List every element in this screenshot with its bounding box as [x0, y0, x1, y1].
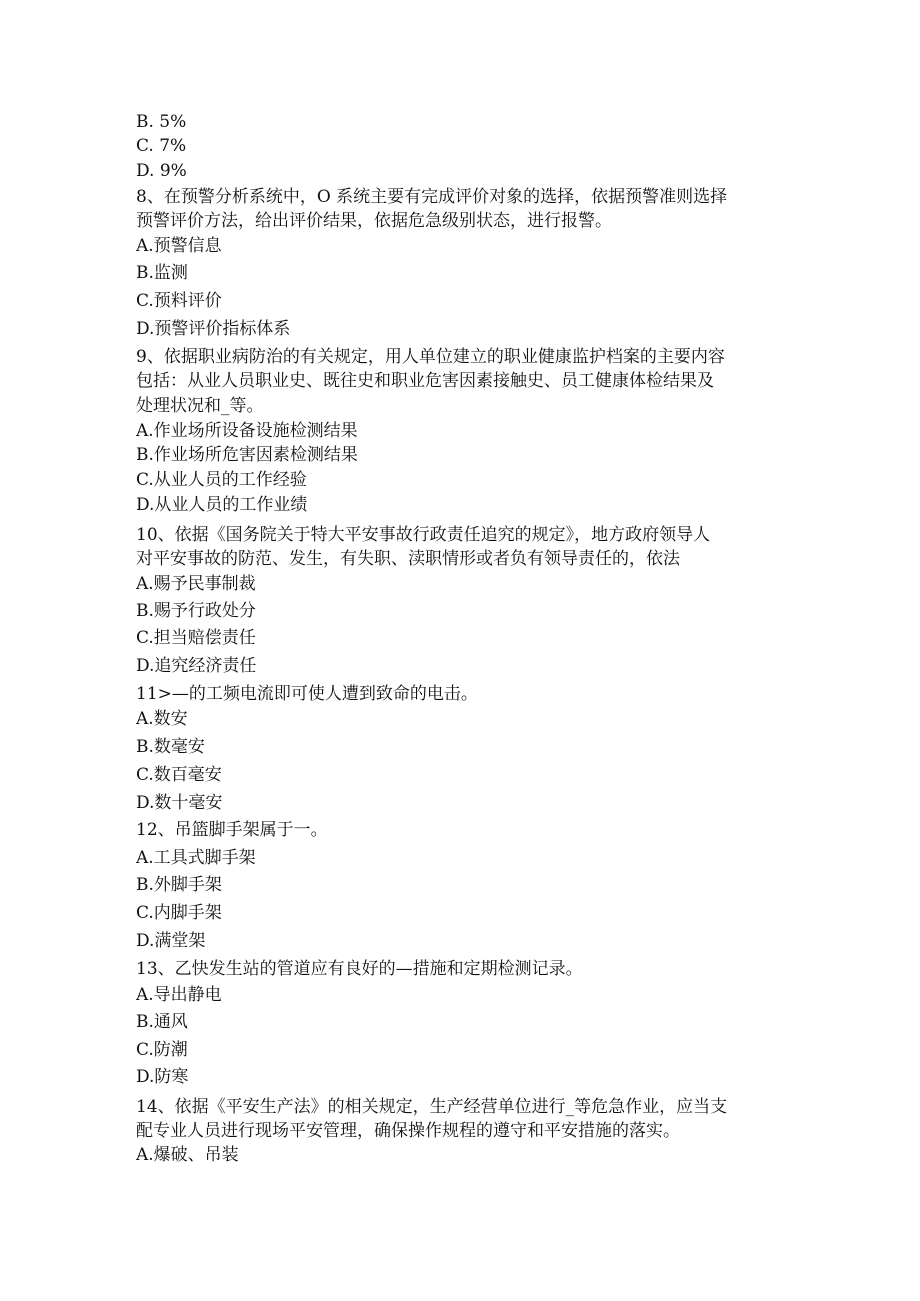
- text-line: C.数百毫安: [136, 765, 222, 785]
- text-line: B.作业场所危害因素检测结果: [136, 445, 358, 465]
- text-line: 12、吊篮脚手架属于一。: [136, 820, 328, 840]
- text-line: D. 9%: [136, 161, 187, 181]
- text-line: 预警评价方法，给出评价结果，依据危急级别状态，进行报警。: [136, 211, 612, 231]
- text-line: D.追究经济责任: [136, 656, 257, 676]
- text-line: D.数十毫安: [136, 793, 223, 813]
- text-line: A.作业场所设备设施检测结果: [136, 421, 358, 441]
- text-line: B.赐予行政处分: [136, 601, 256, 621]
- text-line: 包括：从业人员职业史、既往史和职业危害因素接触史、员工健康体检结果及: [136, 371, 714, 391]
- text-line: B.数毫安: [136, 737, 205, 757]
- text-line: C. 7%: [136, 136, 187, 156]
- text-line: B. 5%: [136, 112, 187, 132]
- text-line: A.数安: [136, 709, 188, 729]
- text-line: B.监测: [136, 263, 188, 283]
- text-line: C.防潮: [136, 1040, 188, 1060]
- text-line: C.预料评价: [136, 291, 222, 311]
- text-line: 10、依据《国务院关于特大平安事故行政责任追究的规定》，地方政府领导人: [136, 525, 711, 545]
- text-line: A.导出静电: [136, 985, 222, 1005]
- text-line: 8、在预警分析系统中，O 系统主要有完成评价对象的选择，依据预警准则选择: [136, 187, 728, 207]
- text-line: B.外脚手架: [136, 875, 222, 895]
- text-line: 处理状况和_等。: [136, 396, 264, 416]
- text-line: 9、依据职业病防治的有关规定，用人单位建立的职业健康监护档案的主要内容: [136, 347, 725, 367]
- text-line: D.防寒: [136, 1067, 189, 1087]
- text-line: 11>—的工频电流即可使人遭到致命的电击。: [136, 684, 478, 704]
- text-line: 14、依据《平安生产法》的相关规定，生产经营单位进行_等危急作业，应当支: [136, 1097, 728, 1117]
- text-line: C.从业人员的工作经验: [136, 470, 307, 490]
- text-line: C.担当赔偿责任: [136, 628, 256, 648]
- text-line: 对平安事故的防范、发生，有失职、渎职情形或者负有领导责任的，依法: [136, 549, 680, 569]
- text-line: A.工具式脚手架: [136, 848, 256, 868]
- text-line: D.从业人员的工作业绩: [136, 495, 308, 515]
- text-line: 配专业人员进行现场平安管理，确保操作规程的遵守和平安措施的落实。: [136, 1121, 680, 1141]
- text-line: B.通风: [136, 1012, 188, 1032]
- text-line: 13、乙快发生站的管道应有良好的—措施和定期检测记录。: [136, 959, 583, 979]
- text-line: D.预警评价指标体系: [136, 319, 291, 339]
- text-line: A.爆破、吊装: [136, 1145, 239, 1165]
- text-line: C.内脚手架: [136, 903, 222, 923]
- text-line: D.满堂架: [136, 931, 206, 951]
- text-line: A.赐予民事制裁: [136, 574, 256, 594]
- text-line: A.预警信息: [136, 236, 222, 256]
